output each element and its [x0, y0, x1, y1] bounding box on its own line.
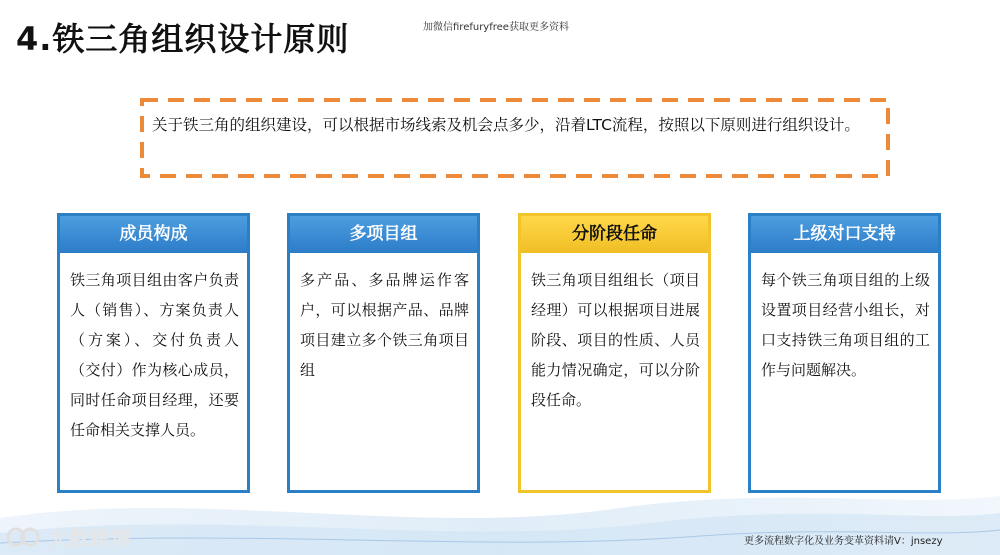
intro-text: 关于铁三角的组织建设，可以根据市场线索及机会点多少，沿着LTC流程，按照以下原则进行组织设计。 — [152, 116, 860, 134]
page-title: 4.铁三角组织设计原则 — [16, 20, 350, 58]
top-watermark: 加微信firefuryfree获取更多资料 — [423, 22, 569, 33]
logo-text: 大数跨境 — [48, 526, 132, 550]
card-body: 铁三角项目组组长（项目经理）可以根据项目进展阶段、项目的性质、人员能力情况确定，可以分阶段任命。 — [531, 271, 700, 409]
logo-icon — [6, 525, 42, 549]
card-superior-support — [748, 213, 941, 493]
card-title: 多项目组 — [290, 216, 477, 253]
card-title: 成员构成 — [60, 216, 247, 253]
card-phased-appointment — [518, 213, 711, 493]
brand-logo — [6, 522, 132, 551]
dashed-frame — [140, 98, 890, 178]
card-title: 上级对口支持 — [751, 216, 938, 253]
card-multi-project — [287, 213, 480, 493]
bottom-note: 更多流程数字化及业务变革资料请V：jnsezy — [744, 536, 943, 547]
card-title: 分阶段任命 — [521, 216, 708, 253]
card-member-composition — [57, 213, 250, 493]
intro-box — [140, 98, 890, 178]
card-body: 每个铁三角项目组的上级设置项目经营小组长，对口支持铁三角项目组的工作与问题解决。 — [761, 271, 930, 379]
card-body: 铁三角项目组由客户负责人（销售）、方案负责人（方案）、交付负责人（交付）作为核心成员，同时任命项目经理，还要任命相关支撑人员。 — [70, 271, 239, 439]
card-body: 多产品、多品牌运作客户，可以根据产品、品牌项目建立多个铁三角项目组 — [300, 271, 469, 379]
